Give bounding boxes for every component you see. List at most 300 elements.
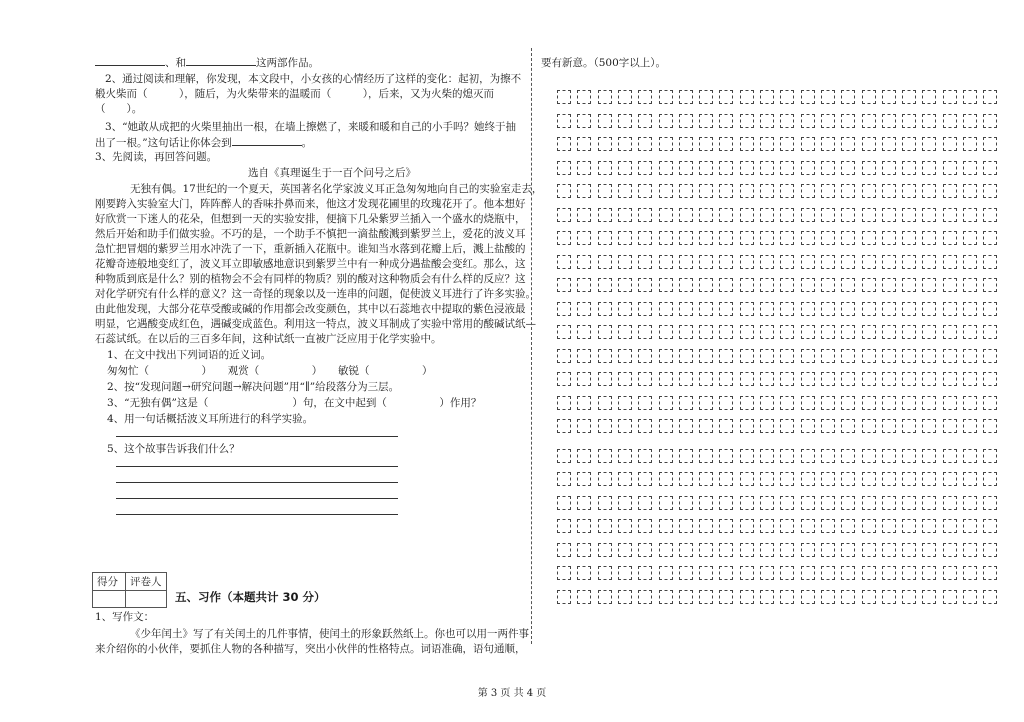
grid-cell[interactable]	[577, 90, 591, 104]
grid-cell[interactable]	[882, 449, 896, 463]
grid-cell[interactable]	[983, 519, 997, 533]
grid-cell[interactable]	[902, 208, 916, 222]
grid-cell[interactable]	[821, 114, 835, 128]
grid-cell[interactable]	[679, 419, 693, 433]
grid-cell[interactable]	[821, 419, 835, 433]
grid-cell[interactable]	[740, 161, 754, 175]
grid-cell[interactable]	[740, 349, 754, 363]
grid-cell[interactable]	[659, 184, 673, 198]
grid-cell[interactable]	[638, 566, 652, 580]
grid-cell[interactable]	[598, 519, 612, 533]
grid-cell[interactable]	[862, 496, 876, 510]
grid-cell[interactable]	[862, 302, 876, 316]
grid-cell[interactable]	[719, 396, 733, 410]
grid-cell[interactable]	[699, 519, 713, 533]
grid-cell[interactable]	[740, 208, 754, 222]
grid-cell[interactable]	[699, 325, 713, 339]
grid-cell[interactable]	[983, 278, 997, 292]
grid-cell[interactable]	[882, 543, 896, 557]
grid-cell[interactable]	[679, 302, 693, 316]
grid-cell[interactable]	[557, 396, 571, 410]
grid-cell[interactable]	[638, 396, 652, 410]
grid-cell[interactable]	[922, 543, 936, 557]
grid-cell[interactable]	[719, 231, 733, 245]
grid-cell[interactable]	[902, 231, 916, 245]
grid-cell[interactable]	[882, 472, 896, 486]
grid-cell[interactable]	[963, 372, 977, 386]
grid-cell[interactable]	[841, 114, 855, 128]
grid-cell[interactable]	[841, 349, 855, 363]
grid-cell[interactable]	[659, 519, 673, 533]
grid-cell[interactable]	[699, 114, 713, 128]
grid-cell[interactable]	[821, 496, 835, 510]
grid-cell[interactable]	[638, 372, 652, 386]
grid-cell[interactable]	[882, 90, 896, 104]
grid-cell[interactable]	[577, 449, 591, 463]
grid-cell[interactable]	[638, 278, 652, 292]
grid-cell[interactable]	[983, 325, 997, 339]
grid-cell[interactable]	[577, 278, 591, 292]
grid-cell[interactable]	[780, 419, 794, 433]
grid-cell[interactable]	[760, 325, 774, 339]
grid-cell[interactable]	[659, 161, 673, 175]
grid-cell[interactable]	[679, 472, 693, 486]
grid-cell[interactable]	[618, 349, 632, 363]
grid-cell[interactable]	[618, 472, 632, 486]
grid-cell[interactable]	[943, 590, 957, 604]
grid-cell[interactable]	[882, 278, 896, 292]
grid-cell[interactable]	[963, 90, 977, 104]
grid-cell[interactable]	[943, 325, 957, 339]
grid-cell[interactable]	[983, 231, 997, 245]
grid-cell[interactable]	[821, 566, 835, 580]
grid-cell[interactable]	[780, 566, 794, 580]
grid-cell[interactable]	[598, 325, 612, 339]
grid-cell[interactable]	[963, 449, 977, 463]
grid-cell[interactable]	[577, 208, 591, 222]
grid-cell[interactable]	[983, 543, 997, 557]
grid-cell[interactable]	[801, 90, 815, 104]
grid-cell[interactable]	[983, 184, 997, 198]
grid-cell[interactable]	[801, 137, 815, 151]
grid-cell[interactable]	[577, 114, 591, 128]
grid-cell[interactable]	[618, 396, 632, 410]
grid-cell[interactable]	[557, 231, 571, 245]
grid-cell[interactable]	[841, 419, 855, 433]
grid-cell[interactable]	[557, 90, 571, 104]
grid-cell[interactable]	[740, 496, 754, 510]
grid-cell[interactable]	[719, 372, 733, 386]
grid-cell[interactable]	[557, 255, 571, 269]
grid-cell[interactable]	[801, 208, 815, 222]
grid-cell[interactable]	[862, 137, 876, 151]
grid-cell[interactable]	[740, 590, 754, 604]
grid-cell[interactable]	[638, 90, 652, 104]
grid-cell[interactable]	[577, 590, 591, 604]
grid-cell[interactable]	[902, 496, 916, 510]
grid-cell[interactable]	[618, 325, 632, 339]
grid-cell[interactable]	[983, 137, 997, 151]
grid-cell[interactable]	[760, 255, 774, 269]
grid-cell[interactable]	[922, 566, 936, 580]
grid-cell[interactable]	[659, 349, 673, 363]
grid-cell[interactable]	[557, 137, 571, 151]
grid-cell[interactable]	[699, 208, 713, 222]
grid-cell[interactable]	[841, 255, 855, 269]
grid-cell[interactable]	[699, 137, 713, 151]
grid-cell[interactable]	[618, 278, 632, 292]
grid-cell[interactable]	[557, 302, 571, 316]
grid-cell[interactable]	[943, 231, 957, 245]
grid-cell[interactable]	[902, 325, 916, 339]
grid-cell[interactable]	[719, 255, 733, 269]
grid-cell[interactable]	[983, 472, 997, 486]
grid-cell[interactable]	[862, 590, 876, 604]
grid-cell[interactable]	[659, 255, 673, 269]
grid-cell[interactable]	[598, 90, 612, 104]
grid-cell[interactable]	[638, 472, 652, 486]
grid-cell[interactable]	[740, 566, 754, 580]
grid-cell[interactable]	[679, 566, 693, 580]
grid-cell[interactable]	[760, 590, 774, 604]
score-cell[interactable]	[93, 591, 126, 608]
grid-cell[interactable]	[780, 302, 794, 316]
grid-cell[interactable]	[618, 137, 632, 151]
grid-cell[interactable]	[740, 302, 754, 316]
grid-cell[interactable]	[821, 519, 835, 533]
grid-cell[interactable]	[719, 278, 733, 292]
grid-cell[interactable]	[963, 208, 977, 222]
grid-cell[interactable]	[618, 543, 632, 557]
grid-cell[interactable]	[780, 90, 794, 104]
grid-cell[interactable]	[659, 472, 673, 486]
grid-cell[interactable]	[679, 543, 693, 557]
grid-cell[interactable]	[862, 231, 876, 245]
grid-cell[interactable]	[699, 419, 713, 433]
grid-cell[interactable]	[922, 302, 936, 316]
grid-cell[interactable]	[679, 590, 693, 604]
grid-cell[interactable]	[740, 137, 754, 151]
grid-cell[interactable]	[882, 161, 896, 175]
grid-cell[interactable]	[719, 161, 733, 175]
grid-cell[interactable]	[922, 472, 936, 486]
grid-cell[interactable]	[841, 90, 855, 104]
grid-cell[interactable]	[922, 349, 936, 363]
grid-cell[interactable]	[841, 231, 855, 245]
grid-cell[interactable]	[780, 255, 794, 269]
grid-cell[interactable]	[821, 208, 835, 222]
grid-cell[interactable]	[801, 419, 815, 433]
grid-cell[interactable]	[659, 449, 673, 463]
grid-cell[interactable]	[760, 114, 774, 128]
grid-cell[interactable]	[963, 590, 977, 604]
grid-cell[interactable]	[618, 255, 632, 269]
grid-cell[interactable]	[821, 325, 835, 339]
grid-cell[interactable]	[557, 543, 571, 557]
grid-cell[interactable]	[760, 302, 774, 316]
grid-cell[interactable]	[963, 302, 977, 316]
grid-cell[interactable]	[882, 184, 896, 198]
grid-cell[interactable]	[618, 184, 632, 198]
grid-cell[interactable]	[801, 114, 815, 128]
grid-cell[interactable]	[699, 496, 713, 510]
grid-cell[interactable]	[983, 419, 997, 433]
grid-cell[interactable]	[902, 137, 916, 151]
grid-cell[interactable]	[679, 184, 693, 198]
grid-cell[interactable]	[821, 255, 835, 269]
grid-cell[interactable]	[577, 184, 591, 198]
grid-cell[interactable]	[577, 302, 591, 316]
grid-cell[interactable]	[618, 302, 632, 316]
grid-cell[interactable]	[841, 496, 855, 510]
grid-cell[interactable]	[618, 519, 632, 533]
grid-cell[interactable]	[983, 90, 997, 104]
grid-cell[interactable]	[638, 325, 652, 339]
grid-cell[interactable]	[841, 161, 855, 175]
grid-cell[interactable]	[963, 184, 977, 198]
grid-cell[interactable]	[983, 372, 997, 386]
grid-cell[interactable]	[699, 543, 713, 557]
grid-cell[interactable]	[862, 543, 876, 557]
grid-cell[interactable]	[780, 161, 794, 175]
grid-cell[interactable]	[760, 566, 774, 580]
grid-cell[interactable]	[719, 114, 733, 128]
grid-cell[interactable]	[618, 161, 632, 175]
grid-cell[interactable]	[882, 302, 896, 316]
grid-cell[interactable]	[760, 419, 774, 433]
grid-cell[interactable]	[801, 566, 815, 580]
grid-cell[interactable]	[821, 590, 835, 604]
grid-cell[interactable]	[902, 90, 916, 104]
grid-cell[interactable]	[922, 208, 936, 222]
grid-cell[interactable]	[699, 255, 713, 269]
grid-cell[interactable]	[719, 137, 733, 151]
grid-cell[interactable]	[598, 496, 612, 510]
grid-cell[interactable]	[557, 419, 571, 433]
grid-cell[interactable]	[577, 161, 591, 175]
grid-cell[interactable]	[699, 566, 713, 580]
grid-cell[interactable]	[801, 302, 815, 316]
grid-cell[interactable]	[841, 302, 855, 316]
grid-cell[interactable]	[983, 302, 997, 316]
grid-cell[interactable]	[841, 566, 855, 580]
grid-cell[interactable]	[618, 566, 632, 580]
grid-cell[interactable]	[659, 543, 673, 557]
grid-cell[interactable]	[598, 419, 612, 433]
grid-cell[interactable]	[638, 590, 652, 604]
grid-cell[interactable]	[760, 449, 774, 463]
grid-cell[interactable]	[943, 161, 957, 175]
grid-cell[interactable]	[740, 543, 754, 557]
grid-cell[interactable]	[821, 543, 835, 557]
grid-cell[interactable]	[618, 231, 632, 245]
grid-cell[interactable]	[821, 90, 835, 104]
grid-cell[interactable]	[801, 519, 815, 533]
answer-line[interactable]	[116, 514, 398, 515]
grid-cell[interactable]	[699, 472, 713, 486]
grid-cell[interactable]	[557, 184, 571, 198]
answer-line[interactable]	[116, 498, 398, 499]
grid-cell[interactable]	[719, 419, 733, 433]
grid-cell[interactable]	[659, 566, 673, 580]
grid-cell[interactable]	[943, 449, 957, 463]
grid-cell[interactable]	[577, 496, 591, 510]
grid-cell[interactable]	[760, 184, 774, 198]
grid-cell[interactable]	[638, 449, 652, 463]
grid-cell[interactable]	[882, 396, 896, 410]
answer-line[interactable]	[116, 436, 398, 437]
grid-cell[interactable]	[780, 519, 794, 533]
grid-cell[interactable]	[922, 590, 936, 604]
grid-cell[interactable]	[679, 114, 693, 128]
grid-cell[interactable]	[659, 302, 673, 316]
grid-cell[interactable]	[760, 90, 774, 104]
grid-cell[interactable]	[841, 137, 855, 151]
grid-cell[interactable]	[862, 161, 876, 175]
grid-cell[interactable]	[862, 396, 876, 410]
grid-cell[interactable]	[638, 137, 652, 151]
grid-cell[interactable]	[780, 231, 794, 245]
grid-cell[interactable]	[983, 566, 997, 580]
grid-cell[interactable]	[638, 519, 652, 533]
grid-cell[interactable]	[943, 519, 957, 533]
grid-cell[interactable]	[699, 396, 713, 410]
grid-cell[interactable]	[659, 114, 673, 128]
grid-cell[interactable]	[659, 90, 673, 104]
grid-cell[interactable]	[577, 472, 591, 486]
grid-cell[interactable]	[801, 543, 815, 557]
grid-cell[interactable]	[882, 372, 896, 386]
grid-cell[interactable]	[801, 449, 815, 463]
grid-cell[interactable]	[963, 419, 977, 433]
grid-cell[interactable]	[902, 278, 916, 292]
grid-cell[interactable]	[557, 496, 571, 510]
grid-cell[interactable]	[740, 449, 754, 463]
grid-cell[interactable]	[882, 255, 896, 269]
grid-cell[interactable]	[922, 90, 936, 104]
grid-cell[interactable]	[963, 543, 977, 557]
grid-cell[interactable]	[841, 543, 855, 557]
grid-cell[interactable]	[963, 278, 977, 292]
grid-cell[interactable]	[801, 349, 815, 363]
grid-cell[interactable]	[618, 449, 632, 463]
grid-cell[interactable]	[659, 208, 673, 222]
grid-cell[interactable]	[841, 396, 855, 410]
grid-cell[interactable]	[699, 302, 713, 316]
grid-cell[interactable]	[679, 325, 693, 339]
grid-cell[interactable]	[943, 184, 957, 198]
grid-cell[interactable]	[780, 208, 794, 222]
grid-cell[interactable]	[659, 496, 673, 510]
grid-cell[interactable]	[821, 449, 835, 463]
grid-cell[interactable]	[740, 519, 754, 533]
grid-cell[interactable]	[598, 372, 612, 386]
grid-cell[interactable]	[862, 255, 876, 269]
grid-cell[interactable]	[740, 255, 754, 269]
grid-cell[interactable]	[902, 184, 916, 198]
grid-cell[interactable]	[598, 472, 612, 486]
grid-cell[interactable]	[679, 372, 693, 386]
grid-cell[interactable]	[862, 372, 876, 386]
grid-cell[interactable]	[638, 208, 652, 222]
grid-cell[interactable]	[618, 496, 632, 510]
grid-cell[interactable]	[943, 278, 957, 292]
grid-cell[interactable]	[862, 208, 876, 222]
grid-cell[interactable]	[699, 590, 713, 604]
grid-cell[interactable]	[780, 472, 794, 486]
grid-cell[interactable]	[983, 496, 997, 510]
grid-cell[interactable]	[760, 396, 774, 410]
grid-cell[interactable]	[841, 184, 855, 198]
grid-cell[interactable]	[922, 137, 936, 151]
grid-cell[interactable]	[882, 349, 896, 363]
grid-cell[interactable]	[780, 396, 794, 410]
grid-cell[interactable]	[902, 449, 916, 463]
grid-cell[interactable]	[780, 349, 794, 363]
grid-cell[interactable]	[719, 90, 733, 104]
grid-cell[interactable]	[922, 255, 936, 269]
grid-cell[interactable]	[659, 278, 673, 292]
grid-cell[interactable]	[719, 566, 733, 580]
grid-cell[interactable]	[577, 349, 591, 363]
grid-cell[interactable]	[699, 231, 713, 245]
grid-cell[interactable]	[740, 231, 754, 245]
grid-cell[interactable]	[699, 349, 713, 363]
grid-cell[interactable]	[598, 114, 612, 128]
grid-cell[interactable]	[902, 302, 916, 316]
grid-cell[interactable]	[719, 184, 733, 198]
grid-cell[interactable]	[963, 161, 977, 175]
grid-cell[interactable]	[821, 472, 835, 486]
grid-cell[interactable]	[598, 137, 612, 151]
grid-cell[interactable]	[577, 419, 591, 433]
grid-cell[interactable]	[862, 114, 876, 128]
grid-cell[interactable]	[679, 278, 693, 292]
grid-cell[interactable]	[598, 349, 612, 363]
grid-cell[interactable]	[780, 496, 794, 510]
grid-cell[interactable]	[638, 255, 652, 269]
grid-cell[interactable]	[719, 590, 733, 604]
grid-cell[interactable]	[719, 472, 733, 486]
grid-cell[interactable]	[598, 396, 612, 410]
grid-cell[interactable]	[963, 496, 977, 510]
grid-cell[interactable]	[760, 231, 774, 245]
grid-cell[interactable]	[699, 278, 713, 292]
grid-cell[interactable]	[943, 372, 957, 386]
grid-cell[interactable]	[577, 372, 591, 386]
grid-cell[interactable]	[902, 566, 916, 580]
grid-cell[interactable]	[760, 137, 774, 151]
grid-cell[interactable]	[740, 472, 754, 486]
grid-cell[interactable]	[577, 396, 591, 410]
grid-cell[interactable]	[740, 325, 754, 339]
grid-cell[interactable]	[719, 519, 733, 533]
grid-cell[interactable]	[679, 349, 693, 363]
grid-cell[interactable]	[943, 255, 957, 269]
grid-cell[interactable]	[841, 472, 855, 486]
grid-cell[interactable]	[679, 255, 693, 269]
grid-cell[interactable]	[943, 472, 957, 486]
grid-cell[interactable]	[801, 161, 815, 175]
grid-cell[interactable]	[862, 278, 876, 292]
grid-cell[interactable]	[557, 519, 571, 533]
grid-cell[interactable]	[618, 208, 632, 222]
grid-cell[interactable]	[862, 184, 876, 198]
grid-cell[interactable]	[983, 255, 997, 269]
grid-cell[interactable]	[841, 590, 855, 604]
grid-cell[interactable]	[679, 519, 693, 533]
grid-cell[interactable]	[902, 114, 916, 128]
